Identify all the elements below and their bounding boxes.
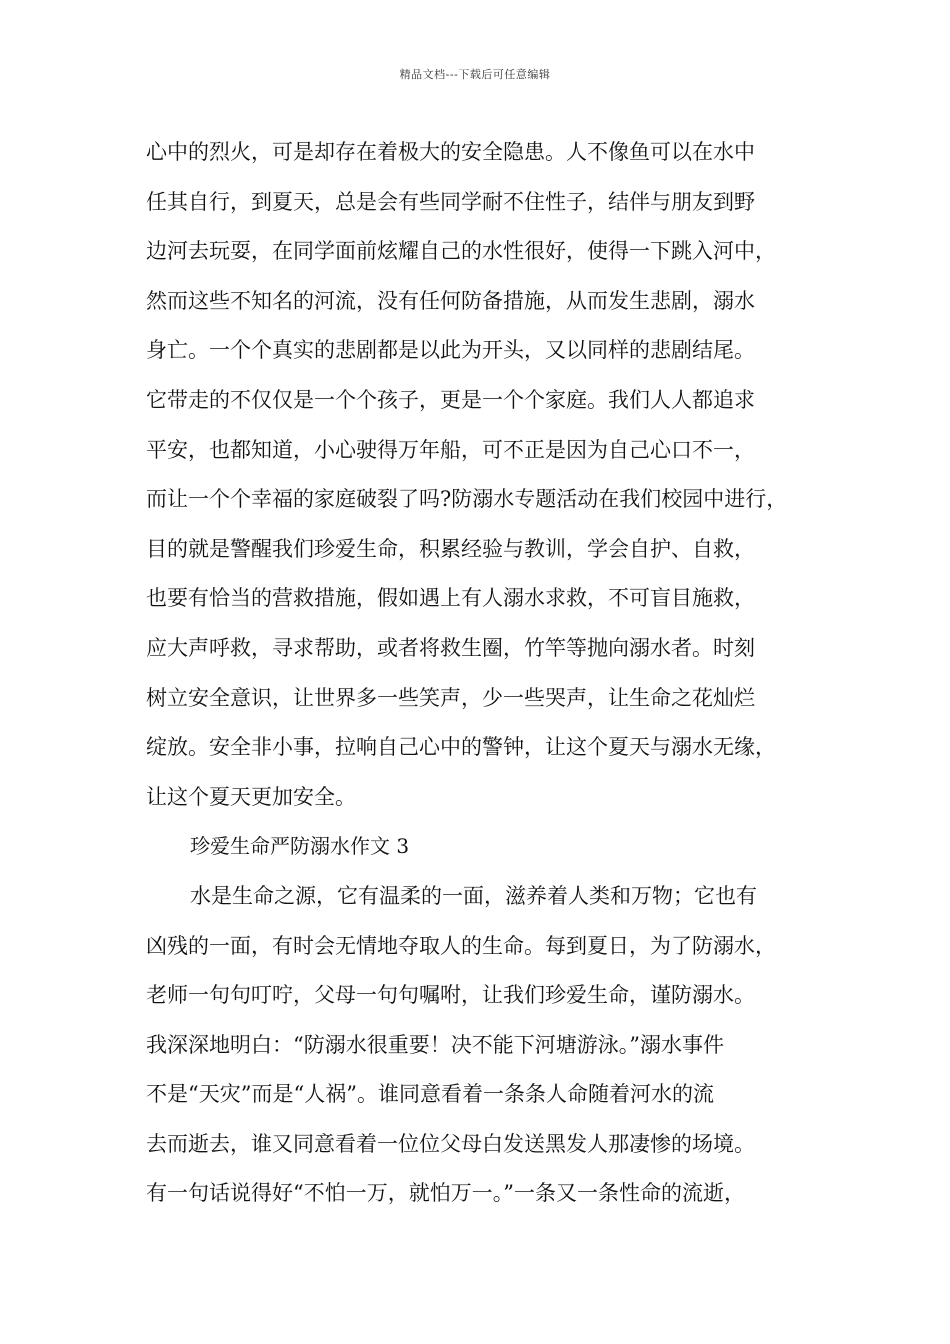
paragraph-line: 应大声呼救，寻求帮助，或者将救生圈，竹竿等抛向溺水者。时刻 xyxy=(146,635,755,660)
paragraph-line: 老师一句句叮咛，父母一句句嘱咐，让我们珍爱生命，谨防溺水。 xyxy=(146,983,755,1008)
paragraph-line: 不是“天灾”而是“人祸”。谁同意看着一条条人命随着河水的流 xyxy=(146,1082,714,1107)
paragraph-line: 去而逝去，谁又同意看着一位位父母白发送黑发人那凄惨的场境。 xyxy=(146,1131,755,1156)
paragraph-line: 身亡。一个个真实的悲剧都是以此为开头，又以同样的悲剧结尾。 xyxy=(146,338,755,363)
section-title: 珍爱生命严防溺水作文 3 xyxy=(190,834,410,859)
paragraph-line: 凶残的一面，有时会无情地夺取人的生命。每到夏日，为了防溺水， xyxy=(146,933,776,958)
paragraph-line: 平安，也都知道，小心驶得万年船，可不正是因为自己心口不一， xyxy=(146,437,755,462)
paragraph-line: 目的就是警醒我们珍爱生命，积累经验与教训，学会自护、自救， xyxy=(146,536,755,561)
paragraph-line: 树立安全意识，让世界多一些笑声，少一些哭声，让生命之花灿烂 xyxy=(146,685,755,710)
paragraph-line: 有一句话说得好“不怕一万，就怕万一。”一条又一条性命的流逝， xyxy=(146,1181,745,1206)
document-body xyxy=(146,128,826,1219)
paragraph-line: 水是生命之源，它有温柔的一面，滋养着人类和万物；它也有 xyxy=(190,883,757,908)
paragraph-line: 让这个夏天更加安全。 xyxy=(146,784,356,809)
paragraph-line: 任其自行，到夏天，总是会有些同学耐不住性子，结伴与朋友到野 xyxy=(146,189,755,214)
paragraph-line: 它带走的不仅仅是一个个孩子，更是一个个家庭。我们人人都追求 xyxy=(146,387,755,412)
paragraph-line: 然而这些不知名的河流，没有任何防备措施，从而发生悲剧，溺水 xyxy=(146,288,755,313)
paragraph-line: 而让一个个幸福的家庭破裂了吗?防溺水专题活动在我们校园中进行， xyxy=(146,487,788,512)
paragraph-line: 也要有恰当的营救措施，假如遇上有人溺水求救，不可盲目施救， xyxy=(146,586,755,611)
paragraph-line: 心中的烈火，可是却存在着极大的安全隐患。人不像鱼可以在水中 xyxy=(146,140,755,164)
page-header: 精品文档---下载后可任意编辑 xyxy=(399,68,551,81)
paragraph-line: 我深深地明白：“防溺水很重要！决不能下河塘游泳。”溺水事件 xyxy=(146,1032,724,1057)
paragraph-line: 边河去玩耍，在同学面前炫耀自己的水性很好，使得一下跳入河中， xyxy=(146,239,776,264)
paragraph-line: 绽放。安全非小事，拉响自己心中的警钟，让这个夏天与溺水无缘， xyxy=(146,735,776,760)
